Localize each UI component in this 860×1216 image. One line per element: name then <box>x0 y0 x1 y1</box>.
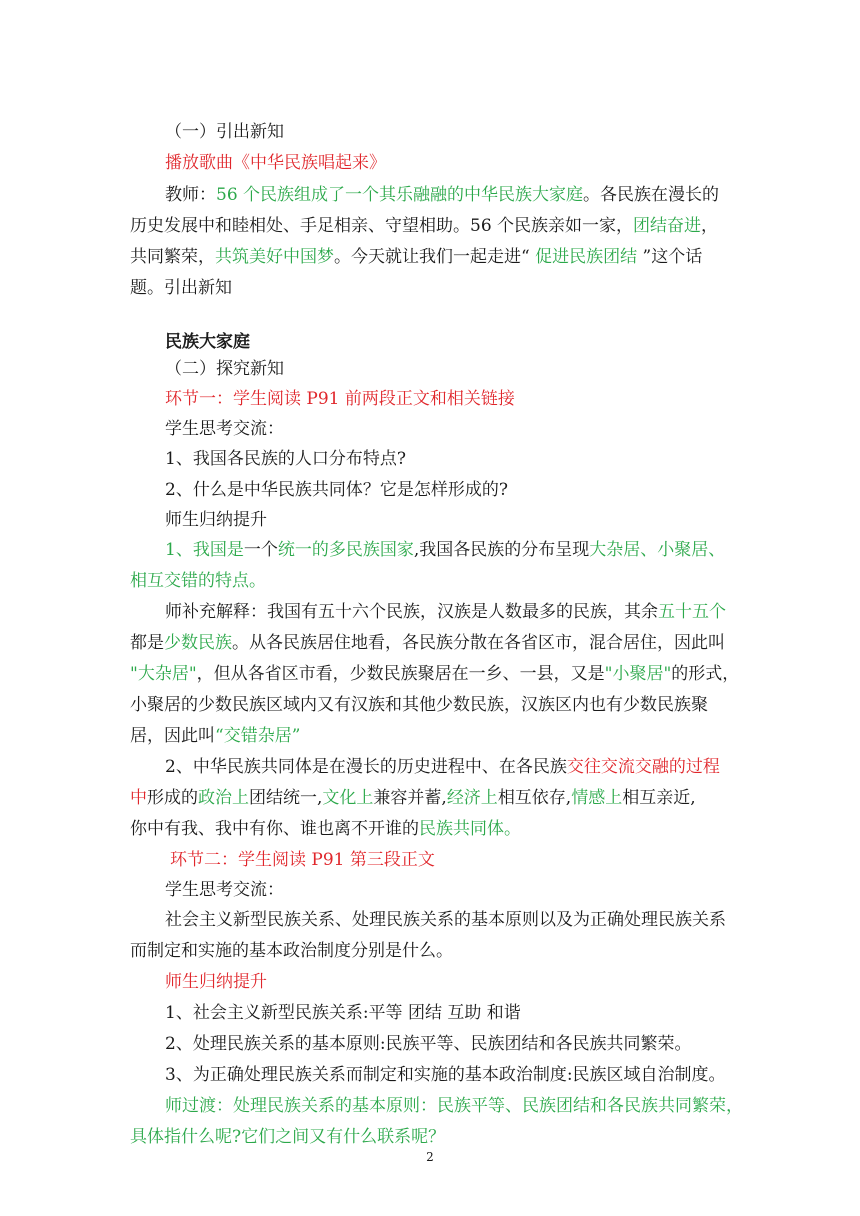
text-segment: 相互依存, <box>497 788 572 808</box>
text-segment: 历史发展中和睦相处、手足相亲、守望相助。56 个民族亲如一家， <box>130 216 634 236</box>
text-line <box>0 242 860 272</box>
text-segment: 题。引出新知 <box>130 278 232 298</box>
text-segment: 中 <box>130 788 147 808</box>
text-segment: 文化上 <box>322 788 374 808</box>
text-line <box>0 535 860 565</box>
text-line <box>0 659 860 689</box>
text-line <box>0 967 860 997</box>
text-segment: 。各民族在漫长的 <box>583 185 720 205</box>
text-segment: 教师： <box>165 185 216 205</box>
text-line <box>0 180 860 210</box>
text-segment: 民族共同体。 <box>419 819 521 839</box>
text-line <box>0 327 860 357</box>
text-line <box>0 505 860 535</box>
text-line <box>0 148 860 178</box>
text-segment: 五十五个 <box>658 602 726 622</box>
text-segment: 2、处理民族关系的基本原则:民族平等、民族团结和各民族共同繁荣。 <box>165 1034 692 1054</box>
text-segment: 。从各民族居住地看，各民族分散在各省区市，混合居住，因此叫 <box>232 633 725 653</box>
text-segment: 1、我国各民族的人口分布特点? <box>165 449 406 469</box>
text-segment: 而制定和实施的基本政治制度分别是什么。 <box>130 941 453 961</box>
text-line <box>0 475 860 505</box>
text-line <box>0 845 860 875</box>
text-segment: 大杂居、小聚居、 <box>589 540 726 560</box>
text-segment: 民族大家庭 <box>165 332 250 352</box>
text-line <box>0 690 860 720</box>
text-line <box>0 628 860 658</box>
text-segment: 统一的多民族国家 <box>277 540 414 560</box>
text-segment: （一）引出新知 <box>165 122 284 142</box>
text-segment: “交错杂居” <box>215 726 301 746</box>
text-line <box>0 354 860 384</box>
text-line <box>0 1122 860 1152</box>
text-segment: 环节二：学生阅读 P91 第三段正文 <box>170 850 435 870</box>
text-segment: 2、什么是中华民族共同体？它是怎样形成的? <box>165 480 508 500</box>
text-line <box>0 814 860 844</box>
text-line <box>0 998 860 1028</box>
text-segment: 相互交错的特点。 <box>130 571 266 591</box>
text-segment: ， <box>701 216 719 236</box>
text-segment: 1、社会主义新型民族关系:平等 团结 互助 和谐 <box>165 1003 521 1023</box>
text-segment: 师生归纳提升 <box>165 972 267 992</box>
text-segment: 师生归纳提升 <box>165 510 267 530</box>
text-line <box>0 414 860 444</box>
text-segment: 一个 <box>243 540 278 560</box>
text-segment: 56 个民族组成了一个其乐融融的中华民族大家庭 <box>216 185 584 205</box>
text-segment: 社会主义新型民族关系、处理民族关系的基本原则以及为正确处理民族关系 <box>165 910 726 930</box>
text-line <box>0 721 860 751</box>
text-segment: 兼容并蓄, <box>373 788 447 808</box>
text-line <box>0 566 860 596</box>
text-segment: 师补充解释：我国有五十六个民族，汉族是人数最多的民族，其余 <box>165 602 658 622</box>
text-segment: "小聚居" <box>604 664 672 684</box>
text-segment: 促进民族团结 <box>535 247 638 267</box>
text-segment: 的形式， <box>671 664 740 684</box>
text-segment: 3、为正确处理民族关系而制定和实施的基本政治制度:民族区域自治制度。 <box>165 1065 726 1085</box>
text-segment: 居，因此叫 <box>130 726 215 746</box>
text-segment: 相互亲近, <box>622 788 696 808</box>
text-segment: 具体指什么呢?它们之间又有什么联系呢？ <box>130 1127 446 1147</box>
text-line <box>0 117 860 147</box>
text-segment: 经济上 <box>446 788 498 808</box>
text-segment: ”这个话 <box>637 247 703 267</box>
text-segment: ，但从各省区市看，少数民族聚居在一乡、一县，又是 <box>196 664 605 684</box>
text-segment: 师过渡：处理民族关系的基本原则：民族平等、民族团结和各民族共同繁荣， <box>165 1096 743 1116</box>
text-segment: 团结奋进 <box>633 216 702 236</box>
page-number: 2 <box>426 1150 434 1164</box>
text-segment: 团结统一, <box>249 788 323 808</box>
text-segment: 2、中华民族共同体是在漫长的历史进程中、在各民族 <box>165 757 567 777</box>
text-line <box>0 1091 860 1121</box>
text-line <box>0 905 860 935</box>
text-line <box>0 936 860 966</box>
text-segment: 学生思考交流： <box>165 880 284 900</box>
text-line <box>0 875 860 905</box>
text-segment: 共筑美好中国梦 <box>215 247 334 267</box>
text-segment: 学生思考交流： <box>165 419 284 439</box>
text-line <box>0 384 860 414</box>
text-segment: 你中有我、我中有你、谁也离不开谁的 <box>130 819 419 839</box>
text-line <box>0 1060 860 1090</box>
text-line <box>0 783 860 813</box>
text-line <box>0 597 860 627</box>
text-segment: （二）探究新知 <box>165 359 284 379</box>
text-line <box>0 273 860 303</box>
text-segment: 形成的 <box>147 788 198 808</box>
text-line <box>0 444 860 474</box>
text-segment: "大杂居" <box>130 664 197 684</box>
text-segment: 情感上 <box>571 788 623 808</box>
text-segment: 政治上 <box>198 788 249 808</box>
text-segment: 小聚居的少数民族区域内又有汉族和其他少数民族，汉族区内也有少数民族聚 <box>130 695 708 715</box>
text-segment: 播放歌曲《中华民族唱起来》 <box>165 153 386 173</box>
text-line <box>0 211 860 241</box>
text-line <box>0 752 860 782</box>
text-line <box>0 1029 860 1059</box>
text-segment: 都是 <box>130 633 164 653</box>
text-segment: 交往交流交融的过程 <box>566 757 720 777</box>
text-segment: ,我国各民族的分布呈现 <box>413 540 590 560</box>
text-segment: 共同繁荣， <box>130 247 215 267</box>
text-segment: 1、我国是 <box>165 540 244 560</box>
text-segment: 环节一：学生阅读 P91 前两段正文和相关链接 <box>165 389 515 409</box>
text-segment: 。今天就让我们一起走进“ <box>334 247 536 267</box>
text-segment: 少数民族 <box>164 633 232 653</box>
